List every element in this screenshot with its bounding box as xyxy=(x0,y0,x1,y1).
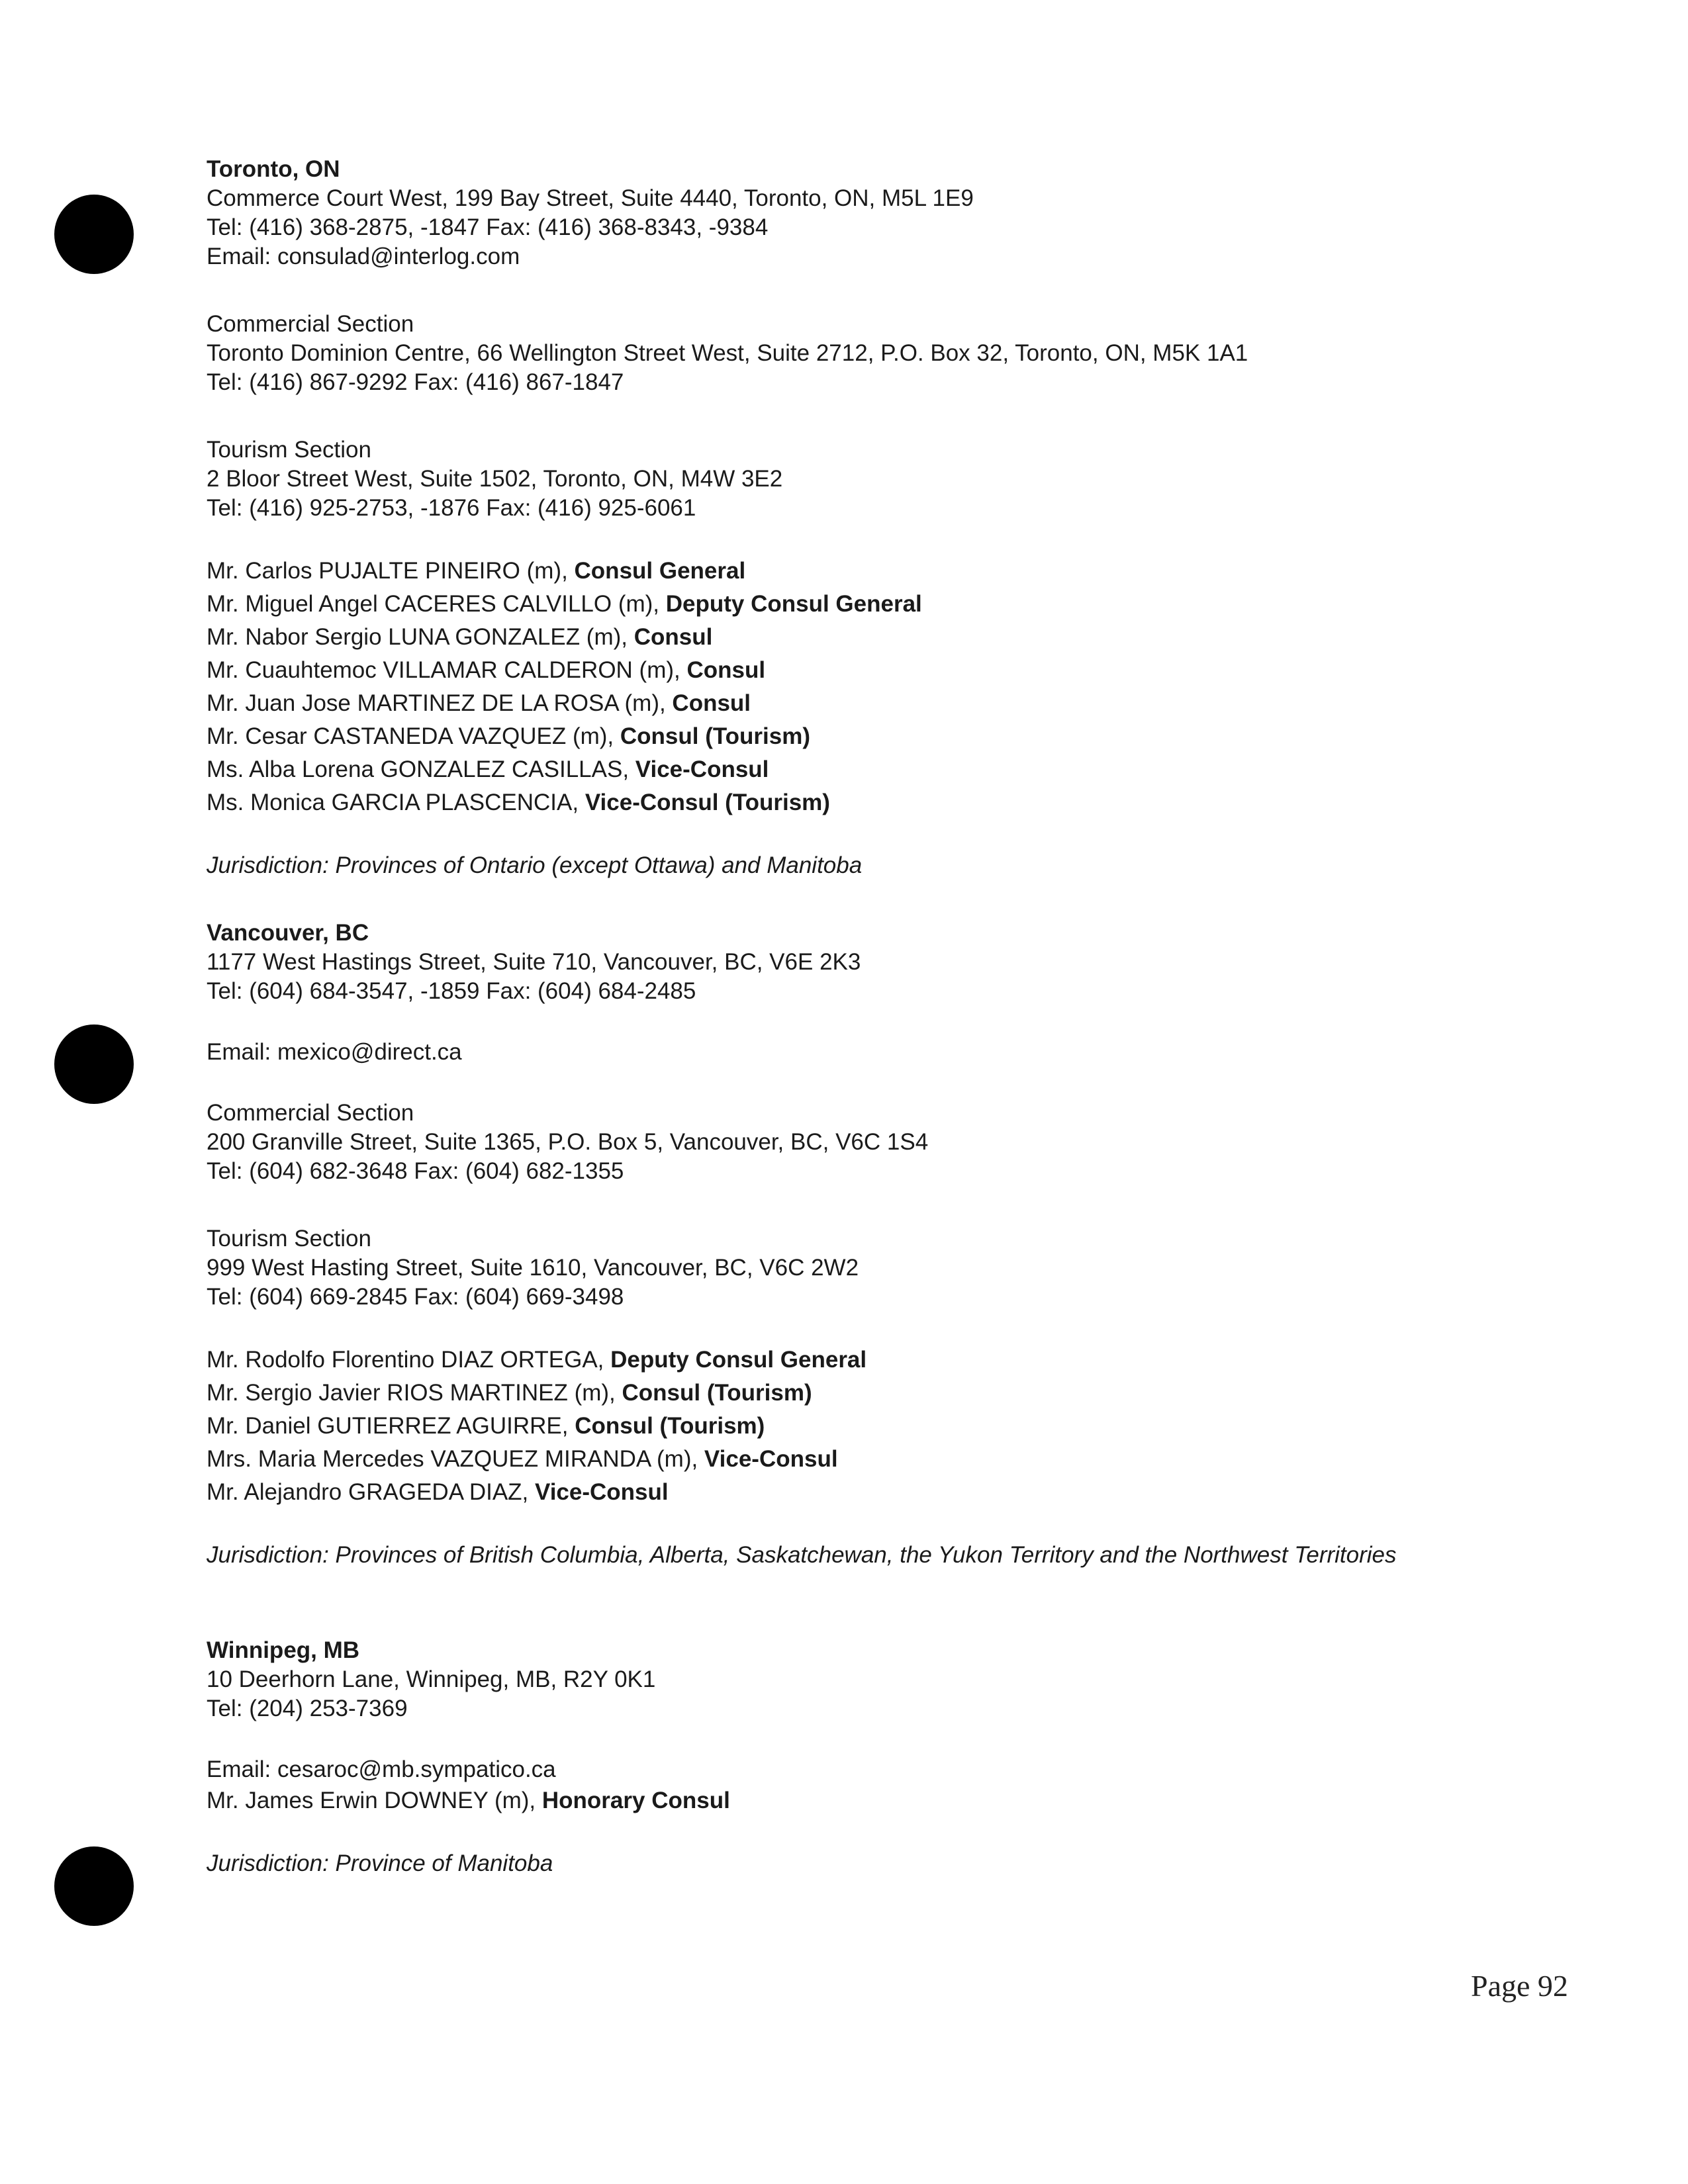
staff-entry xyxy=(207,1377,1530,1410)
office-address: 1177 West Hastings Street, Suite 710, Vancouver, BC, V6E 2K3 xyxy=(207,949,861,975)
tourism-tel: Tel: (604) 669-2845 Fax: (604) 669-3498 xyxy=(207,1284,624,1310)
staff-entry xyxy=(207,720,1530,753)
winnipeg-section xyxy=(207,1636,1530,1878)
tourism-address: 2 Bloor Street West, Suite 1502, Toronto, ON, M4W 3E2 xyxy=(207,466,783,492)
staff-entry xyxy=(207,555,1530,588)
office-email: Email: mexico@direct.ca xyxy=(207,1039,462,1065)
commercial-label: Commercial Section xyxy=(207,311,414,337)
staff-role: Consul xyxy=(633,624,713,650)
tourism-address: 999 West Hasting Street, Suite 1610, Vancouver, BC, V6C 2W2 xyxy=(207,1255,859,1281)
staff-role: Consul xyxy=(672,690,751,716)
punch-hole-middle xyxy=(54,1024,134,1104)
staff-role: Consul (Tourism) xyxy=(575,1413,765,1439)
office-title: Winnipeg, MB xyxy=(207,1637,360,1663)
commercial-label: Commercial Section xyxy=(207,1100,414,1126)
staff-role: Vice-Consul xyxy=(535,1479,669,1505)
staff-role: Vice-Consul (Tourism) xyxy=(585,790,830,815)
commercial-tel: Tel: (416) 867-9292 Fax: (416) 867-1847 xyxy=(207,369,624,395)
staff-role: Deputy Consul General xyxy=(665,591,922,617)
staff-name: Mr. Sergio Javier RIOS MARTINEZ (m), xyxy=(207,1380,622,1406)
staff-role: Deputy Consul General xyxy=(610,1347,867,1373)
staff-name: Mr. Rodolfo Florentino DIAZ ORTEGA, xyxy=(207,1347,611,1373)
office-address: 10 Deerhorn Lane, Winnipeg, MB, R2Y 0K1 xyxy=(207,1666,656,1692)
staff-role: Vice-Consul xyxy=(635,756,769,782)
staff-name: Mr. Cesar CASTANEDA VAZQUEZ (m), xyxy=(207,723,620,749)
toronto-section xyxy=(207,155,1530,880)
punch-hole-top xyxy=(54,195,134,274)
office-tel: Tel: (416) 368-2875, -1847 Fax: (416) 368-8343, -9384 xyxy=(207,214,769,240)
staff-name: Mr. James Erwin DOWNEY (m), xyxy=(207,1788,542,1813)
office-tel: Tel: (604) 684-3547, -1859 Fax: (604) 684-2485 xyxy=(207,978,696,1004)
staff-entry xyxy=(207,687,1530,720)
staff-name: Mr. Miguel Angel CACERES CALVILLO (m), xyxy=(207,591,666,617)
staff-name: Mr. Daniel GUTIERREZ AGUIRRE, xyxy=(207,1413,575,1439)
tourism-tel: Tel: (416) 925-2753, -1876 Fax: (416) 925-6061 xyxy=(207,495,696,521)
punch-hole-bottom xyxy=(54,1846,134,1926)
jurisdiction-note: Jurisdiction: Provinces of British Columbia, Alberta, Saskatchewan, the Yukon Territory and the Northwest Territories xyxy=(207,1542,1397,1568)
office-email: Email: consulad@interlog.com xyxy=(207,244,520,269)
staff-name: Ms. Alba Lorena GONZALEZ CASILLAS, xyxy=(207,756,635,782)
staff-entry xyxy=(207,1784,1530,1817)
staff-entry xyxy=(207,1343,1530,1377)
staff-role: Consul xyxy=(686,657,766,683)
staff-entry xyxy=(207,753,1530,786)
staff-entry xyxy=(207,1443,1530,1476)
commercial-tel: Tel: (604) 682-3648 Fax: (604) 682-1355 xyxy=(207,1158,624,1184)
office-address: Commerce Court West, 199 Bay Street, Suite 4440, Toronto, ON, M5L 1E9 xyxy=(207,185,974,211)
staff-entry xyxy=(207,1476,1530,1509)
staff-entry xyxy=(207,588,1530,621)
staff-name: Mrs. Maria Mercedes VAZQUEZ MIRANDA (m), xyxy=(207,1446,704,1472)
staff-list xyxy=(207,1343,1530,1509)
office-title: Toronto, ON xyxy=(207,156,340,182)
staff-list xyxy=(207,555,1530,819)
page-content xyxy=(207,155,1530,1878)
staff-name: Mr. Alejandro GRAGEDA DIAZ, xyxy=(207,1479,535,1505)
staff-entry xyxy=(207,621,1530,654)
office-email: Email: cesaroc@mb.sympatico.ca xyxy=(207,1756,556,1782)
staff-entry xyxy=(207,786,1530,819)
staff-entry xyxy=(207,1410,1530,1443)
staff-role: Consul General xyxy=(574,558,746,584)
jurisdiction-note: Jurisdiction: Province of Manitoba xyxy=(207,1850,553,1876)
tourism-label: Tourism Section xyxy=(207,1226,371,1251)
staff-role: Honorary Consul xyxy=(541,1788,730,1813)
staff-role: Consul (Tourism) xyxy=(620,723,810,749)
staff-entry xyxy=(207,654,1530,687)
staff-role: Consul (Tourism) xyxy=(622,1380,812,1406)
staff-name: Mr. Nabor Sergio LUNA GONZALEZ (m), xyxy=(207,624,634,650)
staff-name: Ms. Monica GARCIA PLASCENCIA, xyxy=(207,790,585,815)
staff-name: Mr. Juan Jose MARTINEZ DE LA ROSA (m), xyxy=(207,690,673,716)
commercial-address: 200 Granville Street, Suite 1365, P.O. Box 5, Vancouver, BC, V6C 1S4 xyxy=(207,1129,929,1155)
staff-role: Vice-Consul xyxy=(704,1446,838,1472)
office-title: Vancouver, BC xyxy=(207,920,369,946)
jurisdiction-note: Jurisdiction: Provinces of Ontario (except Ottawa) and Manitoba xyxy=(207,852,863,878)
page-number: Page 92 xyxy=(1471,1969,1568,2003)
staff-name: Mr. Carlos PUJALTE PINEIRO (m), xyxy=(207,558,575,584)
office-tel: Tel: (204) 253-7369 xyxy=(207,1696,408,1721)
tourism-label: Tourism Section xyxy=(207,437,371,463)
vancouver-section xyxy=(207,919,1530,1570)
staff-name: Mr. Cuauhtemoc VILLAMAR CALDERON (m), xyxy=(207,657,687,683)
commercial-address: Toronto Dominion Centre, 66 Wellington Street West, Suite 2712, P.O. Box 32, Toronto, ON, M5K 1A1 xyxy=(207,340,1248,366)
